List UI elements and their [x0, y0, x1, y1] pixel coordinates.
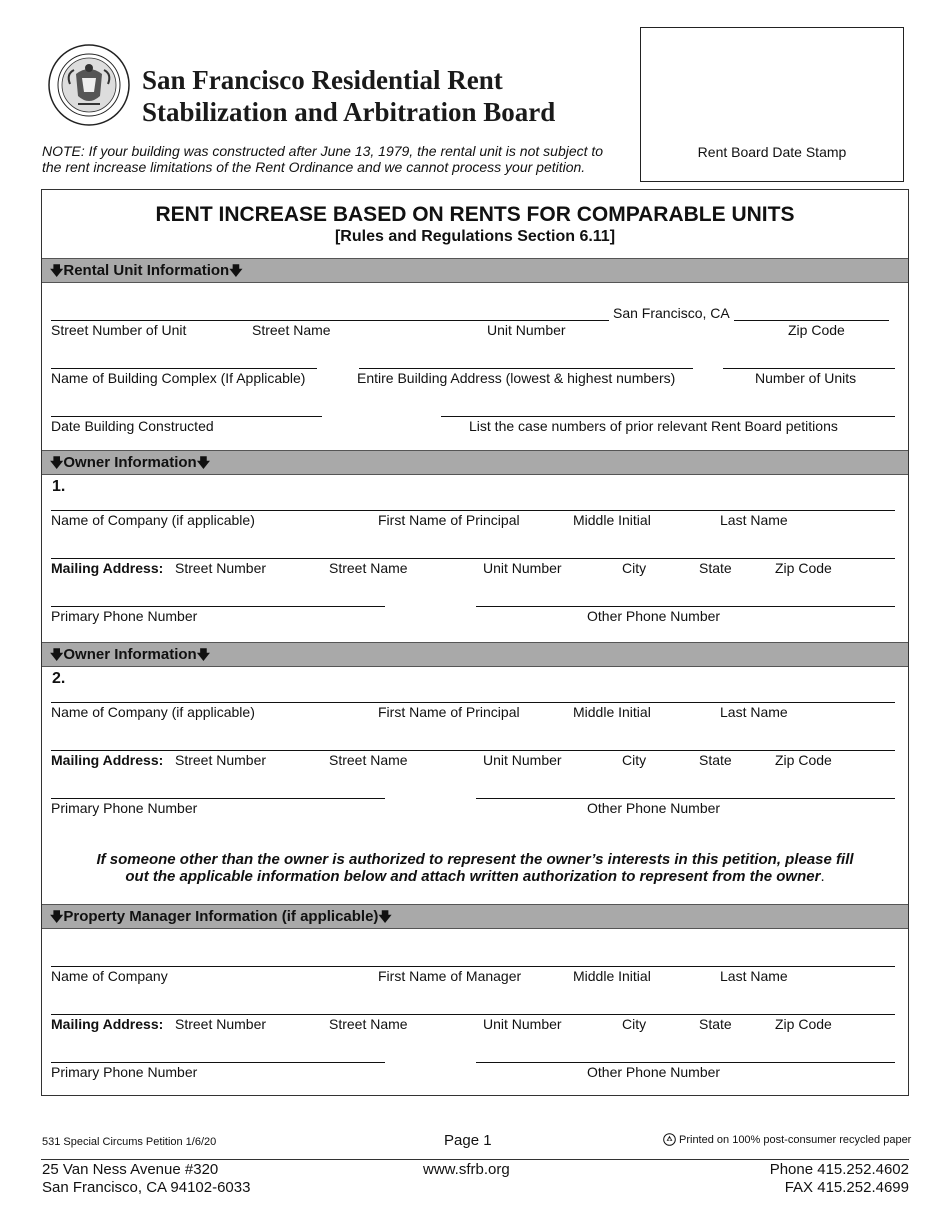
unit-number-label: Unit Number	[483, 1016, 562, 1032]
section-title: Owner Information	[63, 646, 197, 663]
first-name-label: First Name of Principal	[378, 704, 520, 720]
footer-divider	[41, 1159, 909, 1160]
section-title: Owner Information	[63, 454, 197, 471]
owner1-primary-phone-line[interactable]	[51, 606, 385, 607]
prior-cases-label: List the case numbers of prior relevant Rent Board petitions	[469, 418, 838, 434]
building-complex-label: Name of Building Complex (If Applicable)	[51, 370, 306, 386]
manager-other-phone-line[interactable]	[476, 1062, 895, 1063]
board-name-line1: San Francisco Residential Rent	[142, 65, 503, 95]
street-name-label: Street Name	[329, 560, 408, 576]
section-header-property-manager	[42, 904, 908, 929]
street-name-label: Street Name	[329, 752, 408, 768]
down-arrow-icon: 🡇	[50, 455, 64, 470]
mailing-address-label: Mailing Address:	[51, 1016, 164, 1032]
unit-number-label: Unit Number	[487, 322, 566, 338]
owner2-primary-phone-line[interactable]	[51, 798, 385, 799]
street-number-label: Street Number	[175, 560, 267, 576]
other-phone-label: Other Phone Number	[587, 800, 721, 816]
date-stamp-box	[640, 27, 904, 182]
state-label: State	[699, 1016, 732, 1032]
form-id: 531 Special Circums Petition 1/6/20	[42, 1136, 217, 1148]
manager-primary-phone-line[interactable]	[51, 1062, 385, 1063]
note-line1: NOTE: If your building was constructed after June 13, 1979, the rental unit is not subject to	[42, 143, 604, 159]
middle-initial-label: Middle Initial	[573, 704, 651, 720]
state-label: State	[699, 560, 732, 576]
company-label: Name of Company (if applicable)	[51, 512, 255, 528]
zip-code-label: Zip Code	[788, 322, 845, 338]
street-name-label: Street Name	[329, 1016, 408, 1032]
owner1-other-phone-line[interactable]	[476, 606, 895, 607]
date-constructed-label: Date Building Constructed	[51, 418, 214, 434]
mailing-address-label: Mailing Address:	[51, 560, 164, 576]
down-arrow-icon: 🡇	[50, 647, 64, 662]
recycled-text: Printed on 100% post-consumer recycled paper	[679, 1133, 912, 1146]
form-title: RENT INCREASE BASED ON RENTS FOR COMPARABLE UNITS	[155, 203, 795, 226]
zip-code-line[interactable]	[734, 320, 889, 321]
primary-phone-label: Primary Phone Number	[51, 608, 198, 624]
manager-name-line[interactable]	[51, 966, 895, 967]
primary-phone-label: Primary Phone Number	[51, 800, 198, 816]
section-header-owner-1	[42, 450, 908, 475]
office-address	[42, 1161, 250, 1197]
section-title: Property Manager Information (if applicable)	[63, 908, 379, 925]
section-title: Rental Unit Information	[63, 262, 230, 279]
date-stamp-label: Rent Board Date Stamp	[697, 144, 847, 160]
owner2-address-line[interactable]	[51, 750, 895, 751]
zip-code-label: Zip Code	[775, 1016, 832, 1032]
street-number-label: Street Number	[175, 1016, 267, 1032]
zip-code-label: Zip Code	[775, 560, 832, 576]
city-label: City	[622, 560, 647, 576]
prior-cases-line[interactable]	[441, 416, 895, 417]
down-arrow-icon: 🡇	[378, 909, 392, 924]
other-phone-label: Other Phone Number	[587, 608, 721, 624]
company-label: Name of Company (if applicable)	[51, 704, 255, 720]
owner-number: 1.	[52, 478, 66, 495]
section-header-owner-2	[42, 642, 908, 667]
phone-number: Phone 415.252.4602	[769, 1161, 909, 1178]
recycle-icon	[663, 1133, 676, 1146]
construction-note	[42, 143, 622, 175]
address-line1: 25 Van Ness Avenue #320	[42, 1161, 219, 1178]
owner2-name-line[interactable]	[51, 702, 895, 703]
street-number-label: Street Number	[175, 752, 267, 768]
note-line2: the rent increase limitations of the Rent Ordinance and we cannot process your petition.	[42, 159, 586, 175]
notice-line1: If someone other than the owner is authorized to represent the owner’s interests in this petition, please fill	[96, 851, 854, 868]
city-state-text: San Francisco, CA	[613, 305, 730, 321]
section-header-rental-unit	[42, 258, 908, 283]
page-number: Page 1	[444, 1132, 492, 1149]
website-link[interactable]: www.sfrb.org	[423, 1161, 510, 1178]
manager-company-label: Name of Company	[51, 968, 168, 984]
city-label: City	[622, 752, 647, 768]
board-name-line2: Stabilization and Arbitration Board	[142, 97, 556, 127]
manager-first-name-label: First Name of Manager	[378, 968, 522, 984]
city-label: City	[622, 1016, 647, 1032]
first-name-label: First Name of Principal	[378, 512, 520, 528]
state-label: State	[699, 752, 732, 768]
last-name-label: Last Name	[720, 512, 788, 528]
middle-initial-label: Middle Initial	[573, 512, 651, 528]
unit-address-line[interactable]	[51, 320, 609, 321]
owner1-name-line[interactable]	[51, 510, 895, 511]
middle-initial-label: Middle Initial	[573, 968, 651, 984]
contact-numbers	[770, 1161, 909, 1197]
street-number-label: Street Number of Unit	[51, 322, 187, 338]
street-name-label: Street Name	[252, 322, 331, 338]
unit-number-label: Unit Number	[483, 752, 562, 768]
number-of-units-label: Number of Units	[755, 370, 857, 386]
last-name-label: Last Name	[720, 968, 788, 984]
form-subtitle: [Rules and Regulations Section 6.11]	[334, 228, 616, 245]
zip-code-label: Zip Code	[775, 752, 832, 768]
address-line2: San Francisco, CA 94102-6033	[42, 1179, 251, 1196]
down-arrow-icon: 🡇	[196, 455, 211, 470]
other-phone-label: Other Phone Number	[587, 1064, 721, 1080]
building-address-label: Entire Building Address (lowest & highest numbers)	[357, 370, 676, 386]
owner2-other-phone-line[interactable]	[476, 798, 895, 799]
building-address-line[interactable]	[359, 368, 693, 369]
authorization-notice	[42, 851, 908, 885]
notice-line2: out the applicable information below and attach written authorization to represent from the owner.	[125, 868, 825, 885]
building-complex-line[interactable]	[51, 368, 317, 369]
owner1-address-line[interactable]	[51, 558, 895, 559]
mailing-address-label: Mailing Address:	[51, 752, 164, 768]
city-seal-icon	[48, 44, 130, 126]
petition-form	[41, 189, 909, 1096]
unit-number-label: Unit Number	[483, 560, 562, 576]
board-name	[142, 64, 555, 128]
manager-address-line[interactable]	[51, 1014, 895, 1015]
down-arrow-icon: 🡇	[50, 263, 64, 278]
date-constructed-line[interactable]	[51, 416, 322, 417]
primary-phone-label: Primary Phone Number	[51, 1064, 198, 1080]
last-name-label: Last Name	[720, 704, 788, 720]
owner-number: 2.	[52, 670, 66, 687]
recycled-note	[663, 1133, 911, 1146]
down-arrow-icon: 🡇	[229, 263, 243, 278]
fax-number: FAX 415.252.4699	[784, 1179, 909, 1196]
down-arrow-icon: 🡇	[50, 909, 64, 924]
down-arrow-icon: 🡇	[196, 647, 211, 662]
number-of-units-line[interactable]	[723, 368, 895, 369]
